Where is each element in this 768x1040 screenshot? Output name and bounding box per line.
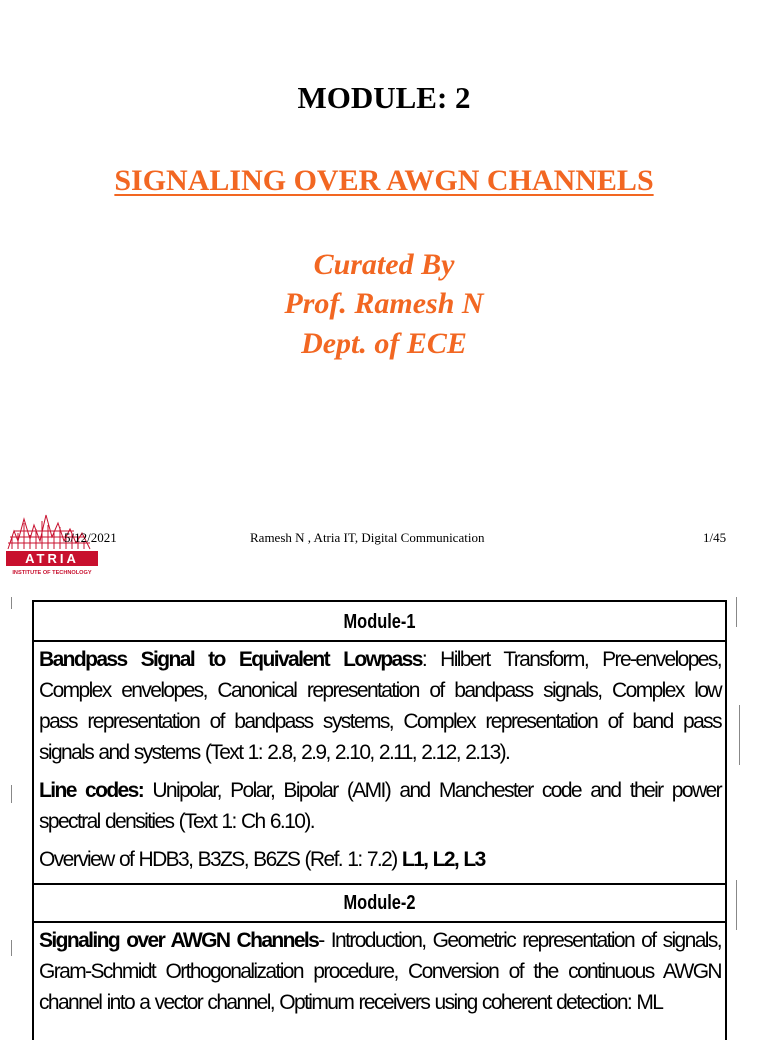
row-divider bbox=[34, 921, 725, 923]
module2-awgn-text: - Introduction, Geometric representation of signals, Gram-Schmidt Orthogonalization procedure, Conversion of the continuous AWGN channel into a vector channel, Optimum receivers using coherent detection: ML bbox=[39, 929, 721, 1014]
module1-levels: L1, L2, L3 bbox=[401, 848, 485, 871]
module2-heading: Module-2 bbox=[343, 892, 416, 914]
footer-page-number: 1/45 bbox=[703, 530, 727, 545]
syllabus-table bbox=[32, 600, 727, 1040]
scan-edge-mark bbox=[739, 705, 740, 765]
scan-edge-mark bbox=[11, 597, 12, 609]
author-name-line: Prof. Ramesh N bbox=[284, 287, 484, 320]
scan-edge-mark bbox=[11, 785, 12, 803]
svg-text:INSTITUTE OF TECHNOLOGY: INSTITUTE OF TECHNOLOGY bbox=[12, 570, 92, 576]
module1-overview-text: Overview of HDB3, B3ZS, B6ZS (Ref. 1: 7.2) bbox=[39, 848, 402, 871]
module2-awgn-paragraph bbox=[34, 925, 725, 1018]
module1-line-codes-text: Unipolar, Polar, Bipolar (AMI) and Manchester code and their power spectral densities (Text 1: Ch 6.10). bbox=[39, 779, 722, 833]
scan-edge-mark bbox=[11, 940, 12, 956]
slide-subtitle: SIGNALING OVER AWGN CHANNELS bbox=[114, 164, 654, 197]
scan-edge-mark bbox=[736, 880, 737, 930]
row-divider bbox=[34, 640, 725, 642]
module2-awgn-heading: Signaling over AWGN Channels bbox=[39, 929, 319, 952]
module1-bandpass-paragraph bbox=[34, 644, 725, 768]
module1-bandpass-heading: Bandpass Signal to Equivalent Lowpass bbox=[39, 648, 422, 671]
module1-bandpass-text: : Hilbert Transform, Pre-envelopes, Complex envelopes, Canonical representation of bandpass signals, Complex low pass representation of bandpass systems, Complex representation of band pass signals and systems (Text 1: 2.8, 2.9, 2.10, 2.11, 2.12, 2.13). bbox=[39, 648, 722, 764]
module1-overview-paragraph bbox=[34, 844, 725, 875]
slide-title: MODULE: 2 bbox=[297, 80, 471, 115]
scan-edge-mark bbox=[736, 597, 737, 627]
footer-center-text: Ramesh N , Atria IT, Digital Communication bbox=[250, 530, 485, 545]
module1-line-codes-heading: Line codes: bbox=[39, 779, 144, 802]
department-line: Dept. of ECE bbox=[301, 327, 467, 360]
curated-by-line: Curated By bbox=[313, 248, 455, 281]
module1-heading: Module-1 bbox=[343, 611, 416, 633]
module1-line-codes-paragraph bbox=[34, 775, 725, 837]
footer-date: 5/12/2021 bbox=[64, 530, 117, 545]
svg-text:ATRIA: ATRIA bbox=[25, 551, 79, 566]
